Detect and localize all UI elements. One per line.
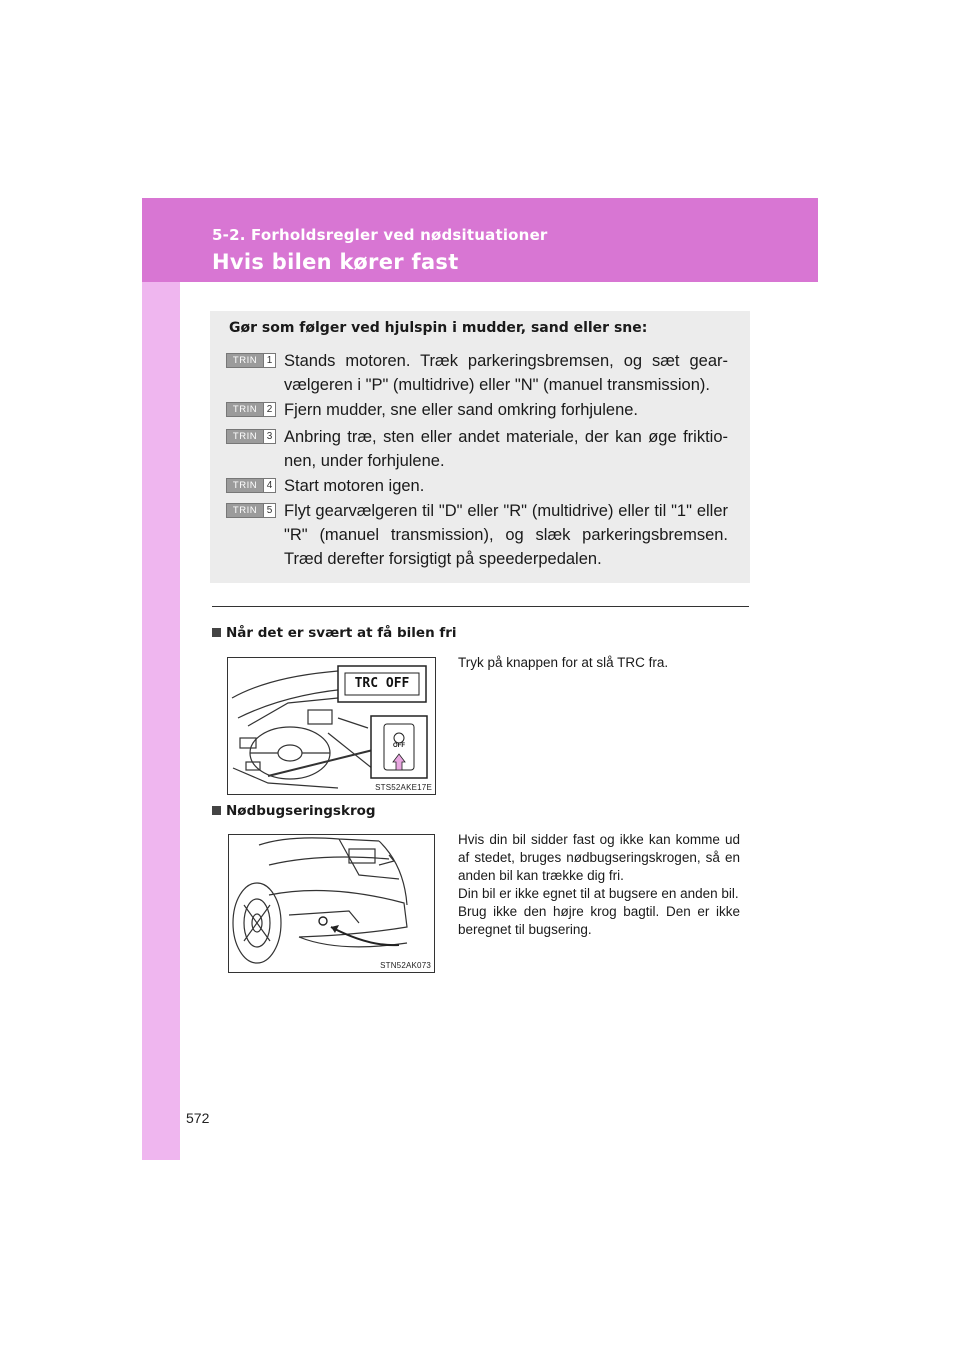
step-text: Fjern mudder, sne eller sand omkring forhjulene. <box>284 401 639 419</box>
trc-switch-illustration <box>227 657 436 795</box>
procedure-intro: Gør som følger ved hjulspin i mudder, sand eller sne: <box>229 320 648 336</box>
step-4 <box>226 474 728 498</box>
step-badge <box>226 503 276 518</box>
step-word: TRIN <box>232 480 258 491</box>
step-1 <box>226 349 728 397</box>
subheading-hard-to-free <box>212 625 457 641</box>
figure-code: STN52AK073 <box>380 961 431 970</box>
step-number: 3 <box>263 430 275 443</box>
subheading-tow-hook <box>212 803 376 819</box>
tow-hook-illustration <box>228 834 435 973</box>
step-text: Anbring træ, sten eller andet materiale, der kan øge friktionen, under forhjulene. <box>284 428 728 470</box>
subheading-text: Når det er svært at få bilen fri <box>226 625 457 641</box>
step-word: TRIN <box>232 431 258 442</box>
step-word: TRIN <box>232 355 258 366</box>
step-badge <box>226 402 276 417</box>
step-number: 1 <box>263 354 275 367</box>
step-number: 5 <box>263 504 275 517</box>
step-badge <box>226 429 276 444</box>
page-number: 572 <box>186 1110 210 1126</box>
car-rear-drawing <box>229 835 434 972</box>
tow-hook-text: Hvis din bil sidder fast og ikke kan komme ud af stedet, bruges nødbugseringskrogen, så en anden bil kan trække dig fri. Din bil er ikke egnet til at bugsere en anden bil. Brug ikke den højre krog bagtil. Den er ikke beregnet til bugsering. <box>458 832 740 937</box>
figure-code: STS52AKE17E <box>375 783 432 792</box>
step-text: Flyt gearvælgeren til "D" eller "R" (multidrive) eller til "1" eller "R" (manuel transmission), og slæk parkeringsbremsen. Træd derefter forsigtigt på speederpedalen. <box>284 502 728 568</box>
step-number: 2 <box>263 403 275 416</box>
step-word: TRIN <box>232 404 258 415</box>
step-number: 4 <box>263 479 275 492</box>
step-2 <box>226 398 728 422</box>
side-color-band <box>142 198 180 1160</box>
step-3 <box>226 425 728 473</box>
subheading-text: Nødbugseringskrog <box>226 803 376 819</box>
switch-off-label: OFF <box>393 743 405 749</box>
step-badge <box>226 353 276 368</box>
trc-instruction-text: Tryk på knappen for at slå TRC fra. <box>458 655 669 670</box>
square-bullet-icon <box>212 628 221 637</box>
step-text: Stands motoren. Træk parkeringsbremsen, og sæt gearvælgeren i "P" (multidrive) eller "N" (manuel transmission). <box>284 352 728 394</box>
section-divider <box>212 606 749 607</box>
step-word: TRIN <box>232 505 258 516</box>
square-bullet-icon <box>212 806 221 815</box>
step-5 <box>226 499 728 571</box>
section-label: 5-2. Forholdsregler ved nødsituationer <box>212 226 548 244</box>
step-text: Start motoren igen. <box>284 477 425 495</box>
trc-off-display-label: TRC OFF <box>354 676 410 691</box>
step-badge <box>226 478 276 493</box>
page-title: Hvis bilen kører fast <box>212 250 459 274</box>
